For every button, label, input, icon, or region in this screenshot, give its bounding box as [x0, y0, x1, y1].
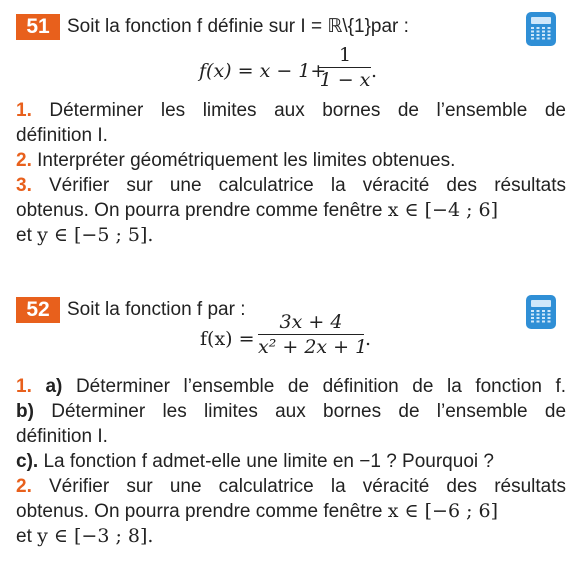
question-line [16, 474, 566, 499]
formula-end: . [365, 328, 372, 350]
window-y-range: y ∈ [−5 ; 5]. [37, 224, 154, 246]
question-list [16, 98, 566, 248]
question-number: 3. [16, 175, 32, 196]
formula-fraction [258, 311, 368, 358]
exercise-number-badge: 52 [16, 297, 60, 323]
question-line [16, 424, 566, 449]
exercise-number-badge: 51 [16, 14, 60, 40]
question-line [16, 198, 566, 223]
question-text: définition I. [16, 125, 108, 146]
formula-fraction [319, 44, 371, 91]
formula-lhs: f(x) = [200, 328, 255, 350]
calculator-icon [526, 295, 556, 329]
question-text: et [16, 526, 32, 547]
question-text: La fonction f admet-elle une limite en −1 ? Pourquoi ? [43, 451, 494, 472]
question-line [16, 449, 566, 474]
question-line [16, 374, 566, 399]
question-number: 2. [16, 476, 32, 497]
question-line [16, 173, 566, 198]
question-text: Déterminer les limites aux bornes de l’ensemble de [49, 100, 566, 121]
question-list [16, 374, 566, 549]
calculator-icon [526, 12, 556, 46]
question-text: Déterminer l’ensemble de définition de la fonction f. [75, 376, 567, 397]
question-text: et [16, 225, 32, 246]
question-line [16, 223, 566, 248]
question-sub-label: a) [45, 376, 63, 397]
formula-end: . [371, 60, 378, 82]
question-sub-label: b) [16, 401, 34, 422]
question-line [16, 123, 566, 148]
question-text: Vérifier sur une calculatrice la véracité des résultats [49, 476, 566, 497]
question-text: obtenus. On pourra prendre comme fenêtre [16, 200, 383, 221]
exercise-intro: Soit la fonction f définie sur I = ℝ\{1}par : [67, 16, 409, 37]
fraction-numerator: 1 [338, 44, 352, 66]
question-line [16, 148, 566, 173]
question-number: 2. [16, 150, 32, 171]
question-line [16, 499, 566, 524]
question-text: Vérifier sur une calculatrice la véracité des résultats [49, 175, 566, 196]
exercise-intro: Soit la fonction f par : [67, 299, 246, 320]
question-number: 1. [16, 100, 32, 121]
window-x-range: x ∈ [−4 ; 6] [387, 199, 499, 221]
window-y-range: y ∈ [−3 ; 8]. [37, 525, 154, 547]
question-line [16, 524, 566, 549]
fraction-numerator: 3x + 4 [279, 311, 343, 333]
question-number: 1. [16, 376, 32, 397]
question-sub-label: c). [16, 451, 39, 472]
formula-lhs: f(x) = x − 1+ [199, 60, 327, 82]
window-x-range: x ∈ [−6 ; 6] [387, 500, 499, 522]
fraction-denominator: 1 − x [319, 69, 371, 91]
question-line [16, 98, 566, 123]
fraction-denominator: x² + 2x + 1 [258, 336, 368, 358]
formula [199, 60, 326, 82]
question-text: obtenus. On pourra prendre comme fenêtre [16, 501, 383, 522]
question-text: Déterminer les limites aux bornes de l’ensemble de [51, 401, 567, 422]
question-line [16, 399, 566, 424]
question-text: Interpréter géométriquement les limites obtenues. [37, 150, 456, 171]
question-text: définition I. [16, 426, 108, 447]
